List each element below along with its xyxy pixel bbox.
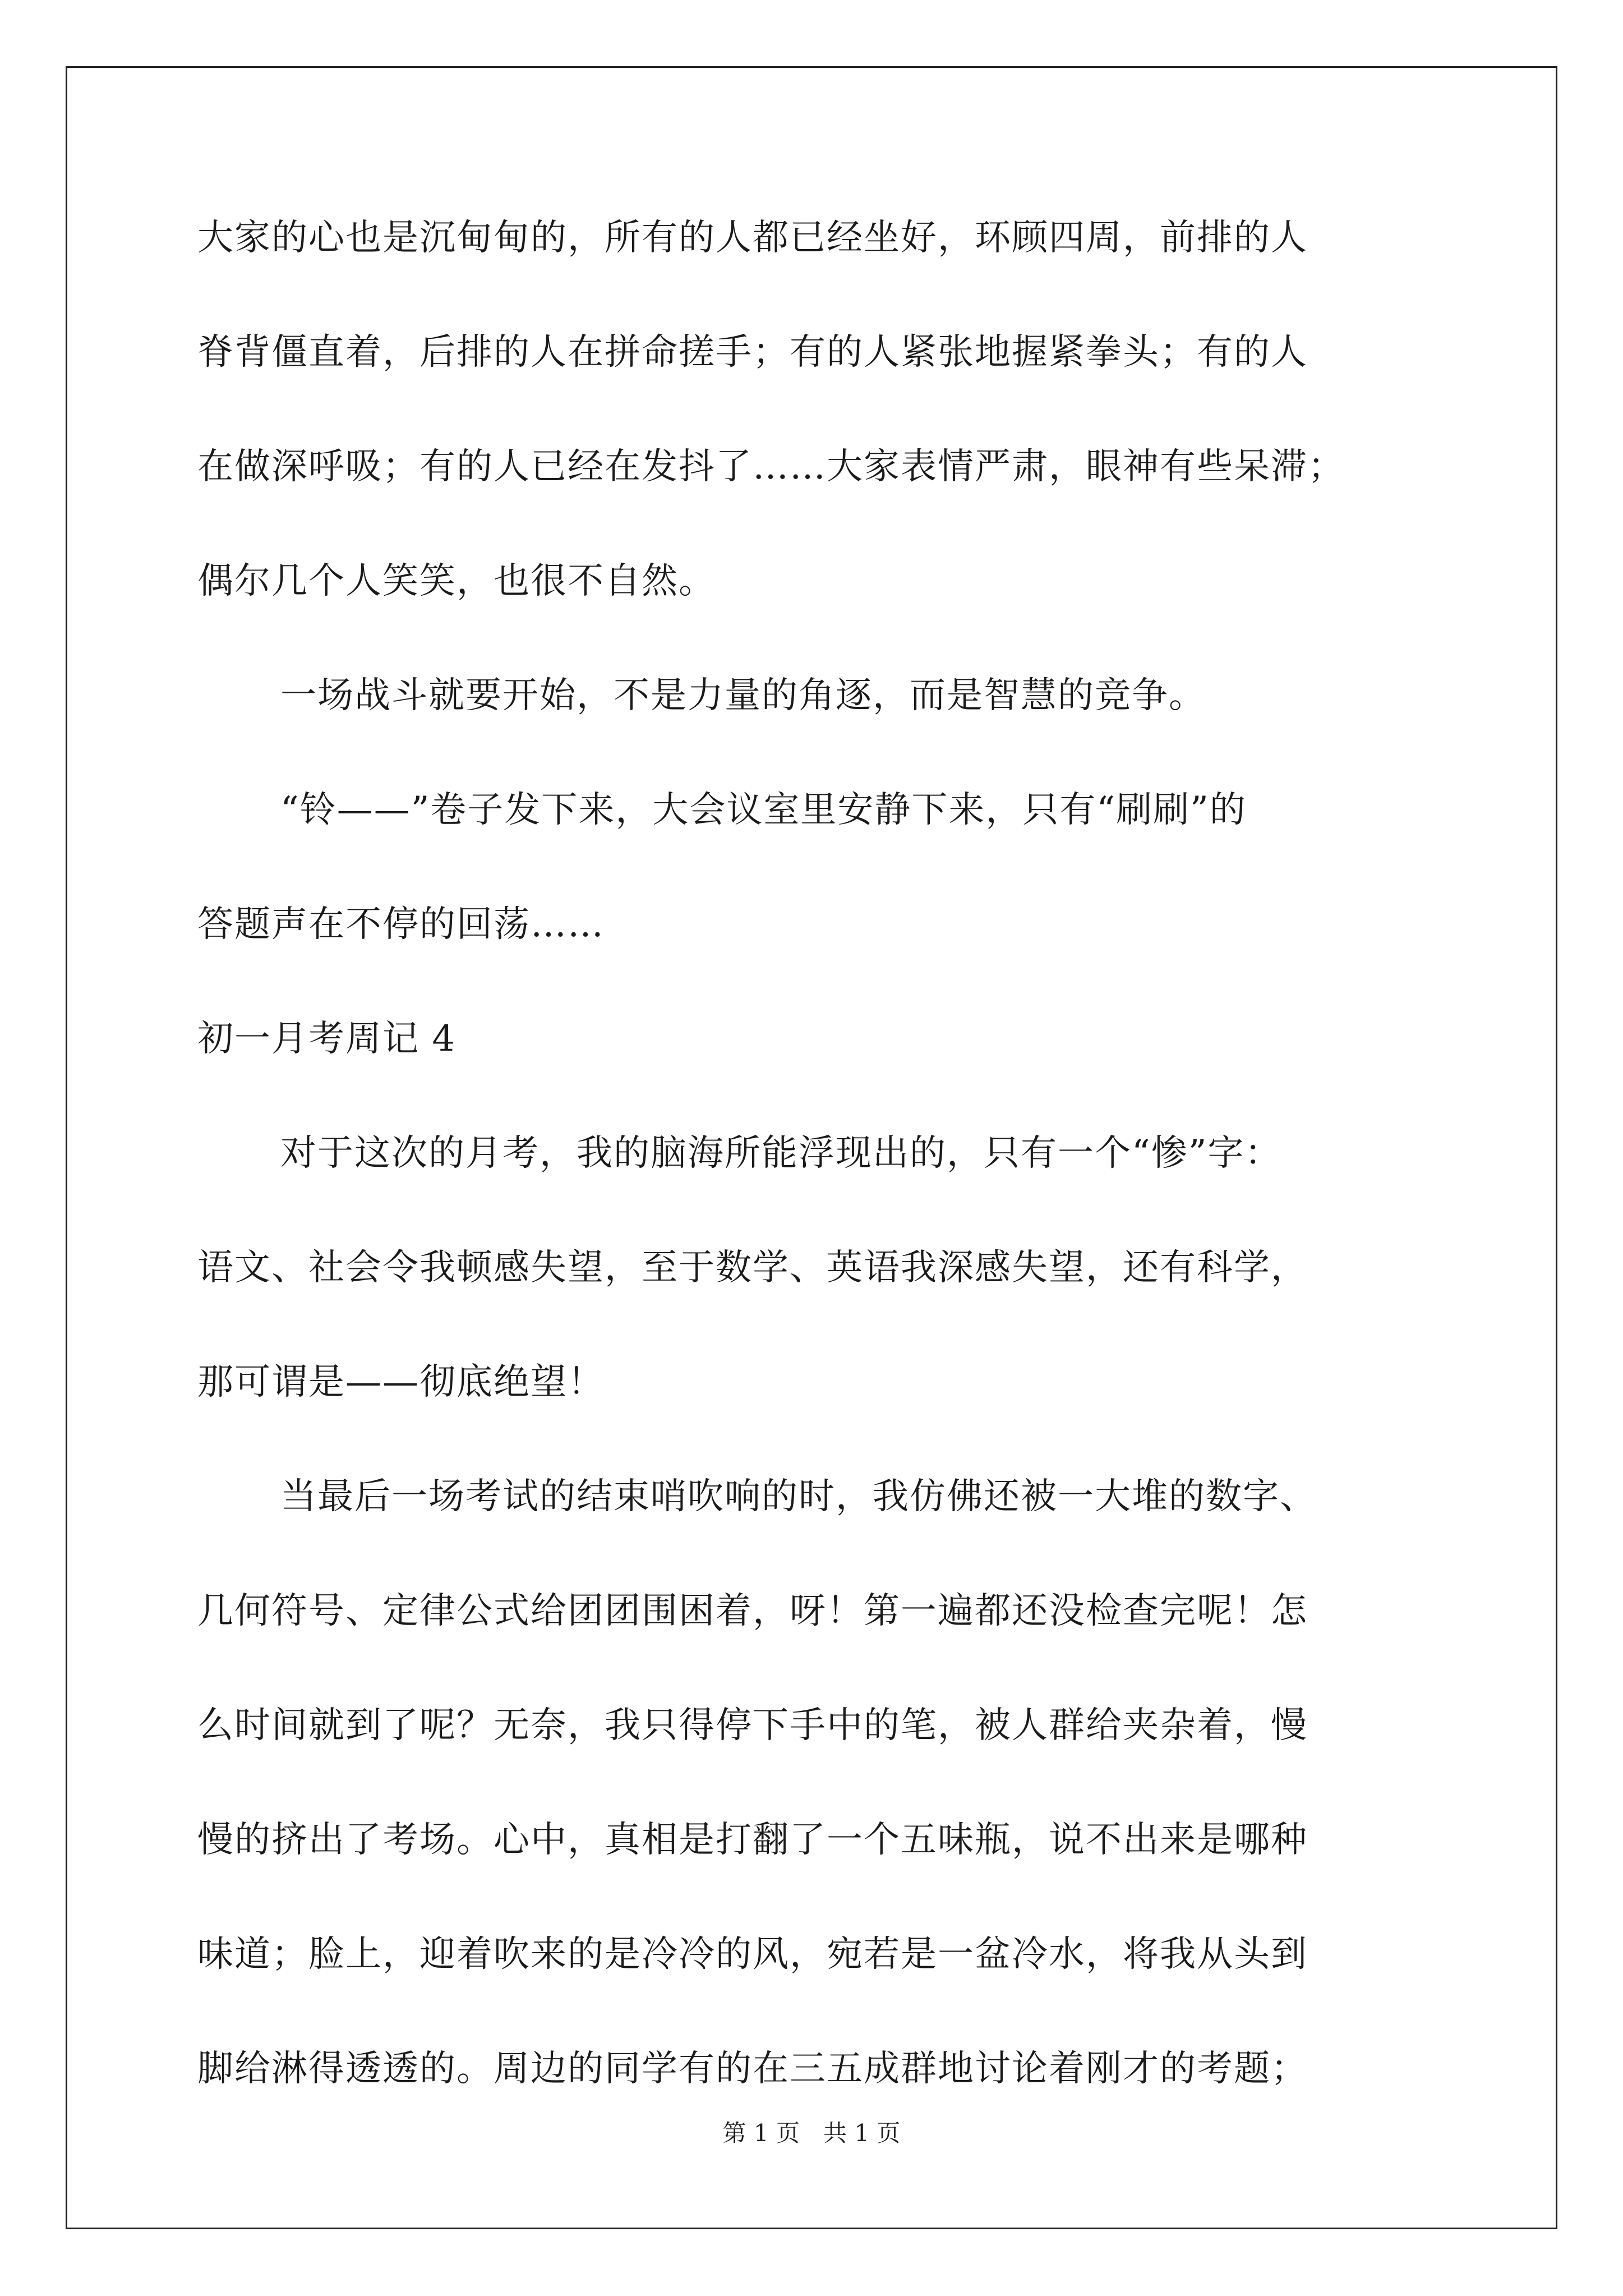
- text-line-10: 语文、社会令我顿感失望，至于数学、英语我深感失望，还有科学，: [197, 1247, 1308, 1289]
- text-line-14: 么时间就到了呢？无奈，我只得停下手中的笔，被人群给夹杂着，慢: [197, 1705, 1308, 1746]
- text-line-3: 在做深呼吸；有的人已经在发抖了……大家表情严肃，眼神有些呆滞；: [197, 446, 1345, 487]
- page-footer: 第 1 页 共 1 页: [722, 2119, 901, 2147]
- text-line-7: 答题声在不停的回荡……: [197, 904, 605, 945]
- text-line-9: 对于这次的月考，我的脑海所能浮现出的，只有一个“惨”字：: [280, 1133, 1282, 1174]
- text-line-17: 脚给淋得透透的。周边的同学有的在三五成群地讨论着刚才的考题；: [197, 2048, 1308, 2090]
- text-line-16: 味道；脸上，迎着吹来的是冷冷的风，宛若是一盆冷水，将我从头到: [197, 1934, 1308, 1975]
- text-line-6: “铃——”卷子发下来，大会议室里安静下来，只有“刷刷”的: [280, 789, 1247, 831]
- document-body: [197, 217, 1431, 2165]
- text-line-15: 慢的挤出了考场。心中，真相是打翻了一个五味瓶，说不出来是哪种: [197, 1819, 1308, 1861]
- text-line-12: 当最后一场考试的结束哨吹响的时，我仿佛还被一大堆的数字、: [280, 1476, 1317, 1517]
- text-line-5: 一场战斗就要开始，不是力量的角逐，而是智慧的竞争。: [280, 675, 1206, 716]
- text-line-2: 脊背僵直着，后排的人在拼命搓手；有的人紧张地握紧拳头；有的人: [197, 332, 1308, 373]
- text-line-4: 偶尔几个人笑笑，也很不自然。: [197, 560, 716, 602]
- text-line-1: 大家的心也是沉甸甸的，所有的人都已经坐好，环顾四周，前排的人: [197, 217, 1308, 259]
- section-heading: 初一月考周记 4: [197, 1018, 457, 1060]
- text-line-13: 几何符号、定律公式给团团围困着，呀！第一遍都还没检查完呢！怎: [197, 1590, 1308, 1632]
- text-line-11: 那可谓是——彻底绝望！: [197, 1361, 605, 1403]
